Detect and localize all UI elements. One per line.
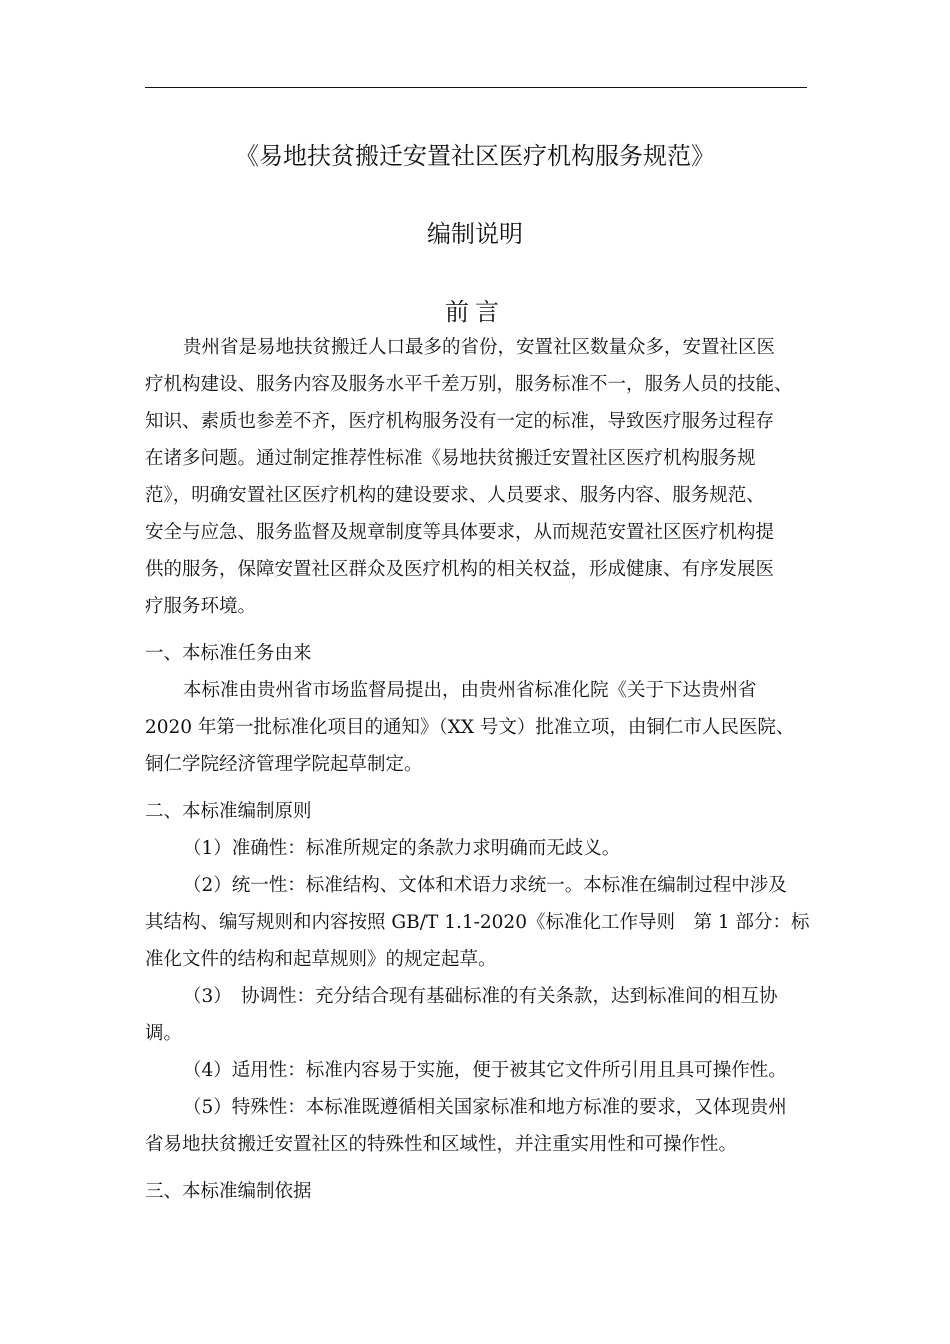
- text-line: 省易地扶贫搬迁安置社区的特殊性和区域性，并注重实用性和可操作性。: [145, 1134, 738, 1155]
- document-title: 《易地扶贫搬迁安置社区医疗机构服务规范》: [235, 142, 715, 170]
- text-line: 调。: [145, 1023, 183, 1044]
- text-line: （2）统一性：标准结构、文体和术语力求统一。本标准在编制过程中涉及: [183, 875, 787, 896]
- text-line: 铜仁学院经济管理学院起草制定。: [145, 754, 423, 775]
- text-line: 知识、素质也参差不齐，医疗机构服务没有一定的标准，导致医疗服务过程存: [145, 411, 775, 432]
- text-line: 本标准由贵州省市场监督局提出，由贵州省标准化院《关于下达贵州省: [183, 680, 757, 701]
- section-heading-origin: 一、本标准任务由来: [145, 643, 312, 664]
- text-line: 范》，明确安置社区医疗机构的建设要求、人员要求、服务内容、服务规范、: [145, 485, 765, 506]
- text-line: （1）准确性：标准所规定的条款力求明确而无歧义。: [183, 838, 621, 859]
- preface-heading: 前言: [445, 298, 505, 326]
- section-heading-principles: 二、本标准编制原则: [145, 801, 312, 822]
- text-line: 在诸多问题。通过制定推荐性标准《易地扶贫搬迁安置社区医疗机构服务规: [145, 448, 756, 469]
- text-line: 准化文件的结构和起草规则》的规定起草。: [145, 949, 497, 970]
- principle-item: [145, 1089, 815, 1163]
- text-line: 贵州省是易地扶贫搬迁人口最多的省份，安置社区数量众多，安置社区医: [183, 337, 776, 358]
- principle-item: [145, 830, 815, 867]
- document-body: [145, 329, 815, 1210]
- principle-item: [145, 1052, 815, 1089]
- text-line: 疗服务环境。: [145, 596, 257, 617]
- preface-paragraph: [145, 329, 815, 625]
- text-line: 疗机构建设、服务内容及服务水平千差万别，服务标准不一，服务人员的技能、: [145, 374, 793, 395]
- section-heading-basis: 三、本标准编制依据: [145, 1181, 312, 1202]
- principle-item: [145, 867, 815, 978]
- header-rule: [145, 87, 807, 88]
- text-line: 安全与应急、服务监督及规章制度等具体要求，从而规范安置社区医疗机构提: [145, 522, 775, 543]
- document-subtitle: 编制说明: [427, 220, 523, 248]
- principle-item: [145, 978, 815, 1052]
- text-line: （4）适用性：标准内容易于实施，便于被其它文件所引用且具可操作性。: [183, 1060, 787, 1081]
- text-line: （3） 协调性：充分结合现有基础标准的有关条款，达到标准间的相互协: [183, 986, 778, 1007]
- text-line: 其结构、编写规则和内容按照 GB/T 1.1-2020《标准化工作导则 第 1 部分：标: [145, 912, 810, 933]
- text-line: （5）特殊性：本标准既遵循相关国家标准和地方标准的要求，又体现贵州: [183, 1097, 787, 1118]
- text-line: 供的服务，保障安置社区群众及医疗机构的相关权益，形成健康、有序发展医: [145, 559, 775, 580]
- section-origin-paragraph: [145, 672, 815, 783]
- text-line: 2020 年第一批标准化项目的通知》（XX 号文）批准立项，由铜仁市人民医院、: [145, 717, 795, 738]
